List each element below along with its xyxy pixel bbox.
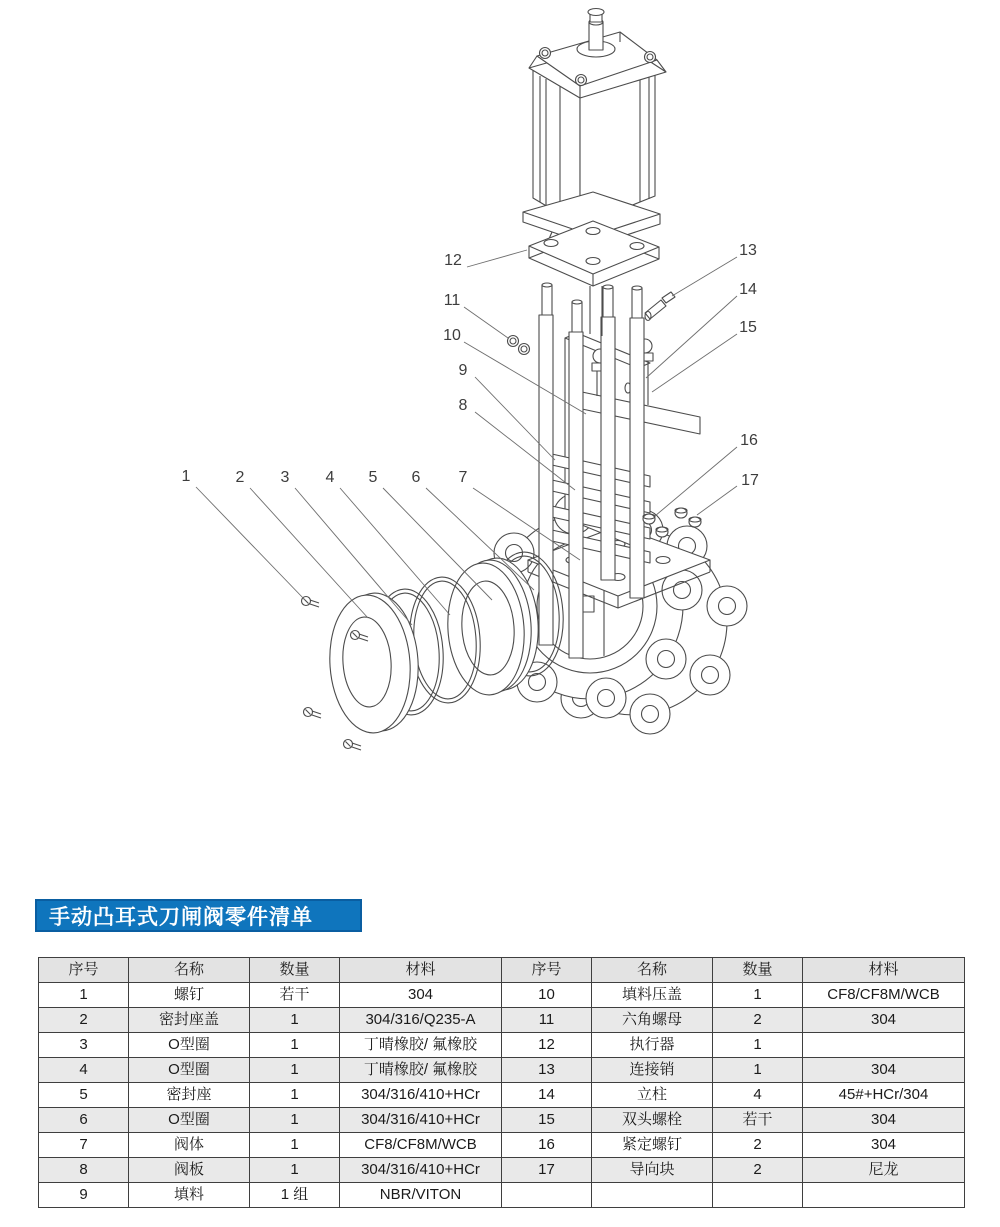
table-cell: CF8/CF8M/WCB <box>340 1133 502 1158</box>
table-cell: CF8/CF8M/WCB <box>803 983 965 1008</box>
table-row <box>502 1058 965 1083</box>
table-cell <box>592 1183 713 1208</box>
table-cell: 4 <box>713 1083 803 1108</box>
table-cell: 连接销 <box>592 1058 713 1083</box>
table-cell: 304 <box>803 1058 965 1083</box>
table-header-row <box>502 958 965 983</box>
table-cell: 若干 <box>250 983 340 1008</box>
connecting-pin <box>645 292 675 321</box>
table-row <box>502 983 965 1008</box>
table-cell: 14 <box>502 1083 592 1108</box>
table-cell: 6 <box>39 1108 129 1133</box>
table-row <box>39 1183 502 1208</box>
table-cell: 尼龙 <box>803 1158 965 1183</box>
callout-13: 13 <box>739 242 757 259</box>
callout-15: 15 <box>739 319 757 336</box>
table-cell: 1 <box>39 983 129 1008</box>
table-cell: 2 <box>713 1008 803 1033</box>
callout-17: 17 <box>741 472 759 489</box>
table-cell: 5 <box>39 1083 129 1108</box>
table-cell: 11 <box>502 1008 592 1033</box>
table-cell: 9 <box>39 1183 129 1208</box>
col-header-index: 序号 <box>502 958 592 983</box>
table-cell: 304 <box>803 1108 965 1133</box>
callout-8: 8 <box>458 397 468 414</box>
table-cell: 13 <box>502 1058 592 1083</box>
table-cell: 填料 <box>129 1183 250 1208</box>
table-row <box>502 1183 965 1208</box>
table-cell: 2 <box>713 1133 803 1158</box>
table-cell: 1 <box>250 1083 340 1108</box>
table-cell: 304/316/410+HCr <box>340 1083 502 1108</box>
callout-9: 9 <box>458 362 468 379</box>
table-cell: 8 <box>39 1158 129 1183</box>
table-cell: 阀板 <box>129 1158 250 1183</box>
table-cell: 1 <box>713 983 803 1008</box>
table-row <box>39 1008 502 1033</box>
table-row <box>502 1108 965 1133</box>
table-cell: 1 <box>250 1158 340 1183</box>
callout-4: 4 <box>325 469 335 486</box>
callout-3: 3 <box>280 469 290 486</box>
table-cell: O型圈 <box>129 1033 250 1058</box>
table-row <box>39 1083 502 1108</box>
table-cell: 六角螺母 <box>592 1008 713 1033</box>
table-cell: 45#+HCr/304 <box>803 1083 965 1108</box>
table-cell: 1 <box>250 1133 340 1158</box>
table-cell: 304/316/410+HCr <box>340 1108 502 1133</box>
table-cell: 10 <box>502 983 592 1008</box>
table-cell: O型圈 <box>129 1108 250 1133</box>
hex-nuts <box>508 336 530 355</box>
table-cell: 1 <box>250 1033 340 1058</box>
table-row <box>39 1058 502 1083</box>
table-cell: 304 <box>803 1008 965 1033</box>
callout-11: 11 <box>443 292 461 309</box>
col-header-material: 材料 <box>803 958 965 983</box>
table-cell <box>803 1033 965 1058</box>
callout-1: 1 <box>181 468 191 485</box>
table-cell: 304 <box>803 1133 965 1158</box>
table-cell: 丁晴橡胶/ 氟橡胶 <box>340 1033 502 1058</box>
table-cell: 7 <box>39 1133 129 1158</box>
table-cell: 立柱 <box>592 1083 713 1108</box>
table-cell: 1 <box>250 1058 340 1083</box>
col-header-name: 名称 <box>129 958 250 983</box>
callout-7: 7 <box>458 469 468 486</box>
callout-2: 2 <box>235 469 245 486</box>
table-row <box>39 983 502 1008</box>
callout-16: 16 <box>740 432 758 449</box>
table-cell: 丁晴橡胶/ 氟橡胶 <box>340 1058 502 1083</box>
parts-table-right <box>501 957 965 1208</box>
table-cell: 1 <box>713 1058 803 1083</box>
parts-table-left <box>38 957 502 1208</box>
col-header-index: 序号 <box>39 958 129 983</box>
table-cell: 304 <box>340 983 502 1008</box>
table-header-row <box>39 958 502 983</box>
col-header-material: 材料 <box>340 958 502 983</box>
table-row <box>502 1158 965 1183</box>
callout-14: 14 <box>739 281 757 298</box>
table-cell: 304/316/Q235-A <box>340 1008 502 1033</box>
table-row <box>39 1108 502 1133</box>
parts-tables <box>38 957 964 1208</box>
table-cell: O型圈 <box>129 1058 250 1083</box>
table-cell: 4 <box>39 1058 129 1083</box>
section-title-bar <box>35 899 362 932</box>
callout-6: 6 <box>411 469 421 486</box>
table-row <box>502 1033 965 1058</box>
table-cell: 1 <box>250 1108 340 1133</box>
table-cell: 执行器 <box>592 1033 713 1058</box>
table-cell: 3 <box>39 1033 129 1058</box>
table-row <box>502 1133 965 1158</box>
table-cell: 17 <box>502 1158 592 1183</box>
actuator <box>523 9 666 255</box>
table-cell: 密封座盖 <box>129 1008 250 1033</box>
col-header-name: 名称 <box>592 958 713 983</box>
col-header-qty: 数量 <box>713 958 803 983</box>
table-cell: 密封座 <box>129 1083 250 1108</box>
table-row <box>39 1158 502 1183</box>
table-row <box>502 1008 965 1033</box>
callout-12: 12 <box>444 252 462 269</box>
table-cell: 2 <box>39 1008 129 1033</box>
table-cell: NBR/VITON <box>340 1183 502 1208</box>
table-cell <box>713 1183 803 1208</box>
table-cell: 1 <box>250 1008 340 1033</box>
table-cell: 导向块 <box>592 1158 713 1183</box>
callout-10: 10 <box>443 327 461 344</box>
table-cell: 紧定螺钉 <box>592 1133 713 1158</box>
table-cell: 1 <box>713 1033 803 1058</box>
table-cell: 304/316/410+HCr <box>340 1158 502 1183</box>
table-cell <box>803 1183 965 1208</box>
callout-5: 5 <box>368 469 378 486</box>
table-cell: 阀体 <box>129 1133 250 1158</box>
table-cell: 螺钉 <box>129 983 250 1008</box>
table-cell: 12 <box>502 1033 592 1058</box>
table-row <box>39 1033 502 1058</box>
table-cell <box>502 1183 592 1208</box>
table-row <box>39 1133 502 1158</box>
table-cell: 16 <box>502 1133 592 1158</box>
table-cell: 填料压盖 <box>592 983 713 1008</box>
table-cell: 2 <box>713 1158 803 1183</box>
table-cell: 1 组 <box>250 1183 340 1208</box>
table-cell: 15 <box>502 1108 592 1133</box>
table-cell: 双头螺栓 <box>592 1108 713 1133</box>
table-row <box>502 1083 965 1108</box>
table-cell: 若干 <box>713 1108 803 1133</box>
section-title: 手动凸耳式刀闸阀零件清单 <box>49 905 313 929</box>
col-header-qty: 数量 <box>250 958 340 983</box>
